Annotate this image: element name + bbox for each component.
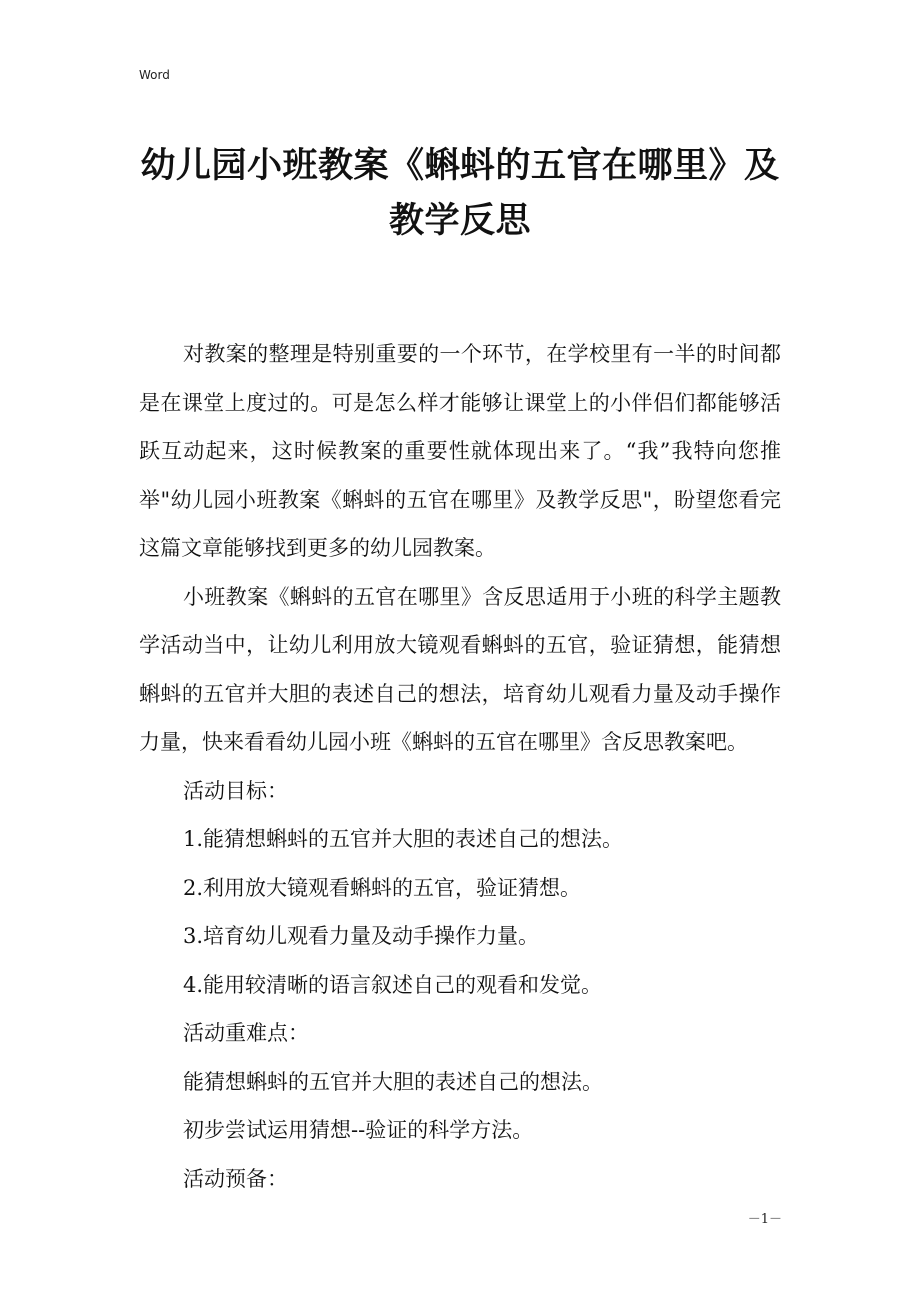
goal-item: 4.能用较清晰的语言叙述自己的观看和发觉。 bbox=[183, 972, 603, 997]
section-heading-goals: 活动目标： bbox=[183, 778, 288, 803]
goal-item: 3.培育幼儿观看力量及动手操作力量。 bbox=[183, 924, 540, 948]
document-body bbox=[139, 330, 781, 1203]
key-point-item: 能猜想蝌蚪的五官并大胆的表述自己的想法。 bbox=[183, 1069, 603, 1094]
document-title: 幼儿园小班教案《蝌蚪的五官在哪里》及教学反思 bbox=[140, 145, 780, 241]
intro-paragraph: 对教案的整理是特别重要的一个环节，在学校里有一半的时间都是在课堂上度过的。可是怎么样才能够让课堂上的小伴侣们都能够活跃互动起来，这时候教案的重要性就体现出来了。“我”我特向您推举"幼儿园小班教案《蝌蚪的五官在哪里》及教学反思"，盼望您看完这篇文章能够找到更多的幼儿园教案。 bbox=[139, 342, 781, 560]
section-heading-preparation: 活动预备： bbox=[183, 1166, 288, 1191]
page-number: －1－ bbox=[747, 1212, 782, 1227]
goal-item: 2.利用放大镜观看蝌蚪的五官，验证猜想。 bbox=[183, 875, 582, 900]
key-point-item: 初步尝试运用猜想--验证的科学方法。 bbox=[183, 1118, 534, 1142]
section-heading-key-points: 活动重难点： bbox=[183, 1021, 309, 1045]
header-label: Word bbox=[139, 68, 170, 82]
summary-paragraph: 小班教案《蝌蚪的五官在哪里》含反思适用于小班的科学主题教学活动当中，让幼儿利用放大镜观看蝌蚪的五官，验证猜想，能猜想蝌蚪的五官并大胆的表述自己的想法，培育幼儿观看力量及动手操作力量，快来看看幼儿园小班《蝌蚪的五官在哪里》含反思教案吧。 bbox=[139, 584, 781, 754]
goal-item: 1.能猜想蝌蚪的五官并大胆的表述自己的想法。 bbox=[183, 827, 624, 851]
